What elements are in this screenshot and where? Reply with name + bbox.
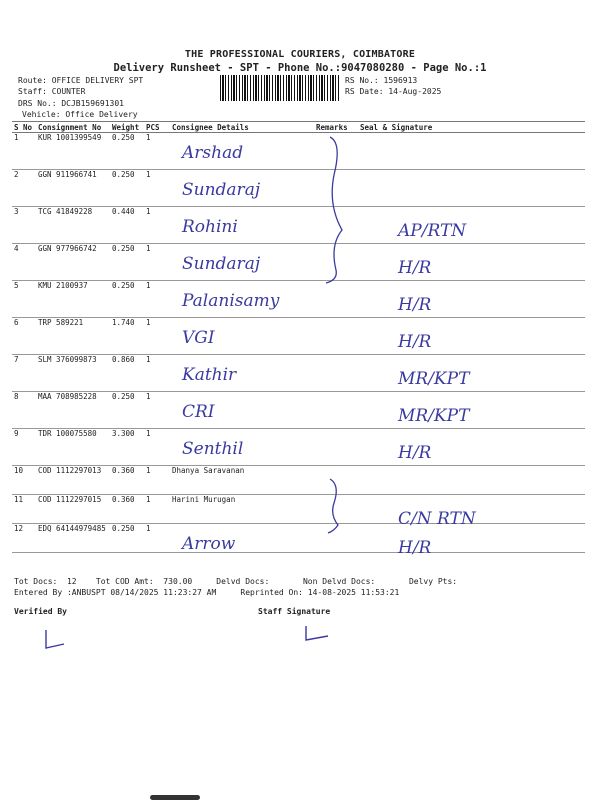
seal-handwritten: H/R [398,295,432,315]
table-row [12,207,585,244]
runsheet-table [12,121,585,558]
verified-signature-mark [40,628,70,652]
totals-line: Tot Docs: 12 Tot COD Amt: 730.00 Delvd Docs: Non Delvd Docs: Delvy Pts: [14,577,458,586]
cell-pcs: 1 [144,466,170,495]
cell-seal [358,392,585,429]
cell-weight: 0.250 [110,244,144,281]
drs-label: DRS No.: DCJB159691301 [18,99,124,108]
cell-consignee [170,355,314,392]
cell-consignee [170,133,314,170]
cell-sno: 11 [12,495,36,524]
staff-label: Staff: COUNTER [18,87,86,96]
staff-signature-label: Staff Signature [258,607,331,616]
cell-consignee [170,281,314,318]
cell-weight: 0.360 [110,495,144,524]
cell-consignment: KUR 1001399549 [36,133,110,170]
cell-consignee [170,170,314,207]
seal-handwritten: H/R [398,443,432,463]
cell-sno: 7 [12,355,36,392]
cell-sno: 1 [12,133,36,170]
cell-seal [358,281,585,318]
cell-seal [358,466,585,495]
consignee-handwritten: Sundaraj [182,180,261,200]
cell-sno: 2 [12,170,36,207]
cell-remarks [314,318,358,355]
col-pcs: PCS [144,122,170,133]
consignee-handwritten: Senthil [182,439,244,459]
cell-seal [358,524,585,558]
cell-seal [358,170,585,207]
cell-consignment: TCG 41849228 [36,207,110,244]
table-row [12,495,585,524]
table-row [12,133,585,170]
seal-handwritten: H/R [398,538,432,558]
col-sno: S No [12,122,36,133]
cell-pcs: 1 [144,355,170,392]
barcode-image [220,75,340,101]
cell-consignee [170,466,314,495]
cell-weight: 3.300 [110,429,144,466]
cell-sno: 3 [12,207,36,244]
col-consignment: Consignment No [36,122,110,133]
company-name: THE PROFESSIONAL COURIERS, COIMBATORE [184,49,416,60]
consignee-handwritten: Rohini [182,217,238,237]
cell-weight: 0.250 [110,133,144,170]
consignee-handwritten: CRI [182,402,215,422]
consignee-handwritten: Arshad [182,143,244,163]
cell-pcs: 1 [144,392,170,429]
cell-pcs: 1 [144,281,170,318]
cell-pcs: 1 [144,318,170,355]
cell-remarks [314,281,358,318]
seal-handwritten: AP/RTN [398,221,467,241]
vehicle-label: Vehicle: Office Delivery [22,110,138,119]
cell-sno: 10 [12,466,36,495]
cell-weight: 0.250 [110,170,144,207]
cell-weight: 0.250 [110,392,144,429]
staff-signature-mark [300,624,334,644]
seal-handwritten: C/N RTN [398,509,476,529]
cell-sno: 9 [12,429,36,466]
remarks-bracket-cod-icon [320,475,350,535]
cell-pcs: 1 [144,244,170,281]
cell-seal [358,429,585,466]
cell-consignment: MAA 708985228 [36,392,110,429]
table-header-row [12,122,585,133]
table-row [12,318,585,355]
cell-consignment: GGN 911966741 [36,170,110,207]
cell-remarks [314,392,358,429]
cell-weight: 0.440 [110,207,144,244]
table-row [12,429,585,466]
cell-consignee [170,392,314,429]
cell-sno: 8 [12,392,36,429]
seal-handwritten: H/R [398,258,432,278]
cell-consignee [170,207,314,244]
cell-consignee [170,495,314,524]
cell-remarks [314,355,358,392]
seal-handwritten: H/R [398,332,432,352]
col-consignee: Consignee Details [170,122,314,133]
scan-smudge [150,795,200,800]
cell-pcs: 1 [144,170,170,207]
cell-consignment: TRP 589221 [36,318,110,355]
cell-pcs: 1 [144,495,170,524]
cell-consignee [170,244,314,281]
table-row [12,392,585,429]
table-row [12,355,585,392]
consignee-handwritten: Sundaraj [182,254,261,274]
route-label: Route: OFFICE DELIVERY SPT [18,76,144,85]
cell-sno: 4 [12,244,36,281]
cell-weight: 1.740 [110,318,144,355]
cell-seal [358,244,585,281]
consignee-handwritten: Palanisamy [182,291,280,311]
cell-consignment: TDR 100075580 [36,429,110,466]
runsheet-title: Delivery Runsheet - SPT - Phone No.:9047080280 - Page No.:1 [113,62,487,74]
cell-consignment: COD 1112297015 [36,495,110,524]
cell-weight: 0.360 [110,466,144,495]
table-row [12,466,585,495]
cell-consignment: KMU 2100937 [36,281,110,318]
cell-seal [358,495,585,529]
cell-remarks [314,429,358,466]
consignee-handwritten: Arrow [182,534,236,554]
cell-pcs: 1 [144,133,170,170]
cell-pcs: 1 [144,207,170,244]
table-row [12,524,585,553]
cell-pcs: 1 [144,524,170,553]
table-row [12,244,585,281]
verified-by-label: Verified By [14,607,67,616]
consignee-handwritten: Kathir [182,365,237,385]
table-row [12,170,585,207]
cell-sno: 6 [12,318,36,355]
consignee-name: Harini Murugan [172,495,236,504]
cell-seal [358,207,585,244]
cell-consignment: SLM 376099873 [36,355,110,392]
col-seal: Seal & Signature [358,122,585,133]
cell-seal [358,318,585,355]
rs-number: RS No.: 1596913 [345,76,418,85]
cell-weight: 0.250 [110,524,144,553]
cell-consignment: GGN 977966742 [36,244,110,281]
col-remarks: Remarks [314,122,358,133]
rs-date: RS Date: 14-Aug-2025 [345,87,442,96]
cell-consignee [170,318,314,355]
cell-consignment: EDQ 64144979485 [36,524,110,553]
cell-sno: 12 [12,524,36,553]
col-weight: Weight [110,122,144,133]
consignee-name: Dhanya Saravanan [172,466,245,475]
entered-by-line: Entered By :ANBUSPT 08/14/2025 11:23:27 AM Reprinted On: 14-08-2025 11:53:21 [14,588,400,597]
remarks-bracket-icon [320,135,360,285]
cell-consignment: COD 1112297013 [36,466,110,495]
consignee-handwritten: VGI [182,328,215,348]
cell-consignee [170,429,314,466]
seal-handwritten: MR/KPT [398,369,470,389]
cell-sno: 5 [12,281,36,318]
seal-handwritten: MR/KPT [398,406,470,426]
cell-seal [358,355,585,392]
cell-seal [358,133,585,170]
cell-consignee [170,524,314,553]
cell-weight: 0.250 [110,281,144,318]
table-row [12,281,585,318]
cell-pcs: 1 [144,429,170,466]
cell-weight: 0.860 [110,355,144,392]
